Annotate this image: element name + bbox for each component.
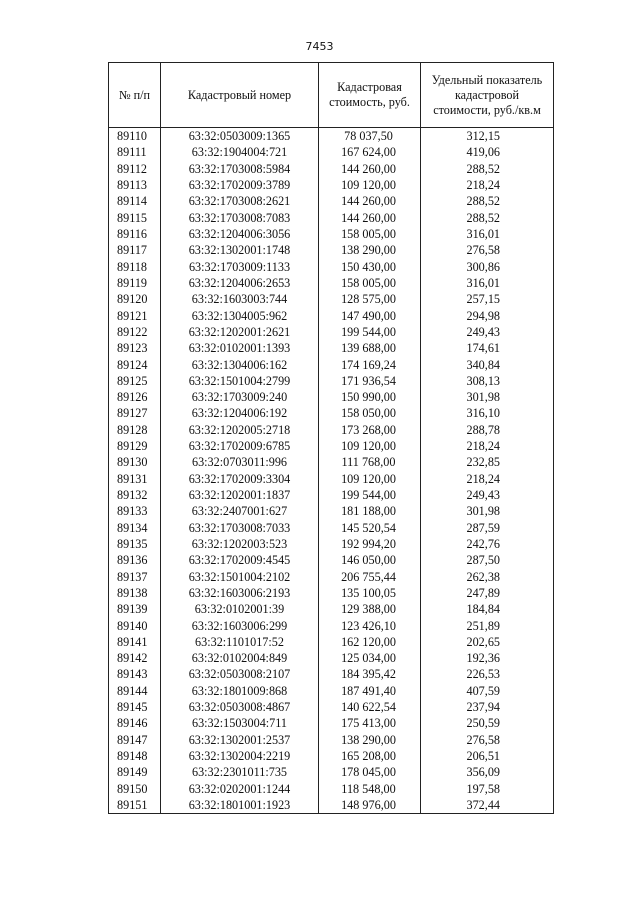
cadastral-number-cell: 63:32:1302004:2219 [161,748,319,764]
row-number-cell: 89110 [109,128,161,145]
specific-value-cell: 174,61 [421,340,554,356]
header-specific-value: Удельный показатель кадастровой стоимости, руб./кв.м [421,63,554,128]
cadastral-number-cell: 63:32:1702009:4545 [161,552,319,568]
cadastral-value-cell: 128 575,00 [319,291,421,307]
cadastral-value-cell: 144 260,00 [319,210,421,226]
row-number-cell: 89117 [109,242,161,258]
row-number-cell: 89146 [109,715,161,731]
table-row [109,307,554,323]
table-row [109,161,554,177]
cadastral-value-cell: 148 976,00 [319,797,421,814]
cadastral-number-cell: 63:32:1204006:3056 [161,226,319,242]
table-row [109,650,554,666]
specific-value-cell: 301,98 [421,389,554,405]
table-row [109,356,554,372]
table-row [109,781,554,797]
cadastral-number-cell: 63:32:1904004:721 [161,144,319,160]
cadastral-number-cell: 63:32:0202001:1244 [161,781,319,797]
row-number-cell: 89135 [109,536,161,552]
cadastral-number-cell: 63:32:2301011:735 [161,764,319,780]
table-row [109,601,554,617]
specific-value-cell: 276,58 [421,732,554,748]
table-row [109,226,554,242]
table-row [109,471,554,487]
specific-value-cell: 312,15 [421,128,554,145]
specific-value-cell: 419,06 [421,144,554,160]
cadastral-value-cell: 184 395,42 [319,666,421,682]
cadastral-number-cell: 63:32:1101017:52 [161,634,319,650]
cadastral-value-cell: 162 120,00 [319,634,421,650]
specific-value-cell: 276,58 [421,242,554,258]
cadastral-number-cell: 63:32:1801001:1923 [161,797,319,814]
specific-value-cell: 218,24 [421,438,554,454]
row-number-cell: 89141 [109,634,161,650]
cadastral-value-cell: 146 050,00 [319,552,421,568]
table-row [109,275,554,291]
specific-value-cell: 247,89 [421,585,554,601]
cadastral-number-cell: 63:32:0703011:996 [161,454,319,470]
specific-value-cell: 316,01 [421,275,554,291]
table-row [109,503,554,519]
header-cadastral-number: Кадастровый номер [161,63,319,128]
table-row [109,259,554,275]
cadastral-value-cell: 109 120,00 [319,471,421,487]
table-row [109,699,554,715]
cadastral-number-cell: 63:32:1702009:6785 [161,438,319,454]
table-row [109,128,554,145]
cadastral-number-cell: 63:32:1302001:1748 [161,242,319,258]
table-row [109,487,554,503]
specific-value-cell: 294,98 [421,307,554,323]
row-number-cell: 89144 [109,683,161,699]
table-row [109,536,554,552]
header-cadastral-value: Кадастровая стоимость, руб. [319,63,421,128]
row-number-cell: 89137 [109,568,161,584]
specific-value-cell: 257,15 [421,291,554,307]
cadastral-number-cell: 63:32:0102004:849 [161,650,319,666]
specific-value-cell: 218,24 [421,177,554,193]
specific-value-cell: 287,59 [421,520,554,536]
cadastral-number-cell: 63:32:1703008:7083 [161,210,319,226]
cadastral-number-cell: 63:32:1702009:3789 [161,177,319,193]
cadastral-number-cell: 63:32:1501004:2799 [161,373,319,389]
table-row [109,144,554,160]
cadastral-value-cell: 144 260,00 [319,161,421,177]
cadastral-number-cell: 63:32:1503004:711 [161,715,319,731]
specific-value-cell: 262,38 [421,568,554,584]
cadastral-value-cell: 167 624,00 [319,144,421,160]
specific-value-cell: 356,09 [421,764,554,780]
cadastral-value-cell: 129 388,00 [319,601,421,617]
table-row [109,683,554,699]
cadastral-value-cell: 150 430,00 [319,259,421,275]
row-number-cell: 89116 [109,226,161,242]
cadastral-number-cell: 63:32:1202005:2718 [161,422,319,438]
specific-value-cell: 202,65 [421,634,554,650]
specific-value-cell: 288,52 [421,210,554,226]
cadastral-number-cell: 63:32:1202001:2621 [161,324,319,340]
specific-value-cell: 237,94 [421,699,554,715]
cadastral-value-cell: 144 260,00 [319,193,421,209]
table-row [109,797,554,814]
row-number-cell: 89115 [109,210,161,226]
row-number-cell: 89132 [109,487,161,503]
row-number-cell: 89121 [109,307,161,323]
specific-value-cell: 197,58 [421,781,554,797]
row-number-cell: 89119 [109,275,161,291]
row-number-cell: 89128 [109,422,161,438]
cadastral-value-cell: 138 290,00 [319,242,421,258]
table-row [109,715,554,731]
cadastral-number-cell: 63:32:1603006:299 [161,617,319,633]
table-row [109,520,554,536]
row-number-cell: 89149 [109,764,161,780]
specific-value-cell: 232,85 [421,454,554,470]
specific-value-cell: 288,52 [421,193,554,209]
row-number-cell: 89131 [109,471,161,487]
cadastral-value-table [108,62,554,814]
cadastral-value-cell: 158 050,00 [319,405,421,421]
row-number-cell: 89147 [109,732,161,748]
cadastral-number-cell: 63:32:0503008:4867 [161,699,319,715]
table-row [109,438,554,454]
cadastral-number-cell: 63:32:1204006:192 [161,405,319,421]
cadastral-value-cell: 109 120,00 [319,177,421,193]
specific-value-cell: 300,86 [421,259,554,275]
specific-value-cell: 249,43 [421,487,554,503]
row-number-cell: 89127 [109,405,161,421]
cadastral-value-cell: 135 100,05 [319,585,421,601]
cadastral-number-cell: 63:32:0102001:1393 [161,340,319,356]
cadastral-number-cell: 63:32:1304005:962 [161,307,319,323]
cadastral-value-cell: 199 544,00 [319,324,421,340]
cadastral-value-cell: 123 426,10 [319,617,421,633]
table-row [109,405,554,421]
cadastral-value-cell: 150 990,00 [319,389,421,405]
row-number-cell: 89145 [109,699,161,715]
table-row [109,324,554,340]
table-header-row [109,63,554,128]
cadastral-number-cell: 63:32:1304006:162 [161,356,319,372]
cadastral-value-cell: 178 045,00 [319,764,421,780]
row-number-cell: 89112 [109,161,161,177]
table-row [109,552,554,568]
cadastral-number-cell: 63:32:1202003:523 [161,536,319,552]
row-number-cell: 89124 [109,356,161,372]
row-number-cell: 89143 [109,666,161,682]
table-row [109,748,554,764]
table-row [109,568,554,584]
table-row [109,764,554,780]
table-row [109,193,554,209]
cadastral-number-cell: 63:32:1501004:2102 [161,568,319,584]
row-number-cell: 89133 [109,503,161,519]
specific-value-cell: 250,59 [421,715,554,731]
table-row [109,291,554,307]
specific-value-cell: 251,89 [421,617,554,633]
cadastral-value-cell: 158 005,00 [319,226,421,242]
specific-value-cell: 192,36 [421,650,554,666]
cadastral-value-cell: 147 490,00 [319,307,421,323]
row-number-cell: 89118 [109,259,161,275]
cadastral-value-cell: 181 188,00 [319,503,421,519]
table-row [109,373,554,389]
specific-value-cell: 288,52 [421,161,554,177]
cadastral-value-cell: 140 622,54 [319,699,421,715]
cadastral-value-cell: 158 005,00 [319,275,421,291]
row-number-cell: 89129 [109,438,161,454]
specific-value-cell: 184,84 [421,601,554,617]
cadastral-number-cell: 63:32:0503008:2107 [161,666,319,682]
row-number-cell: 89126 [109,389,161,405]
specific-value-cell: 249,43 [421,324,554,340]
cadastral-number-cell: 63:32:1703009:1133 [161,259,319,275]
cadastral-number-cell: 63:32:1702009:3304 [161,471,319,487]
cadastral-number-cell: 63:32:1603003:744 [161,291,319,307]
row-number-cell: 89130 [109,454,161,470]
specific-value-cell: 242,76 [421,536,554,552]
cadastral-value-cell: 199 544,00 [319,487,421,503]
row-number-cell: 89151 [109,797,161,814]
table-body [109,128,554,814]
cadastral-number-cell: 63:32:1204006:2653 [161,275,319,291]
row-number-cell: 89122 [109,324,161,340]
cadastral-value-cell: 145 520,54 [319,520,421,536]
cadastral-value-cell: 109 120,00 [319,438,421,454]
table-row [109,422,554,438]
row-number-cell: 89134 [109,520,161,536]
cadastral-value-cell: 138 290,00 [319,732,421,748]
cadastral-value-cell: 78 037,50 [319,128,421,145]
cadastral-number-cell: 63:32:1302001:2537 [161,732,319,748]
row-number-cell: 89150 [109,781,161,797]
table-row [109,454,554,470]
specific-value-cell: 301,98 [421,503,554,519]
table-row [109,732,554,748]
table-row [109,666,554,682]
table-row [109,634,554,650]
cadastral-value-cell: 118 548,00 [319,781,421,797]
cadastral-value-cell: 192 994,20 [319,536,421,552]
specific-value-cell: 407,59 [421,683,554,699]
specific-value-cell: 316,01 [421,226,554,242]
specific-value-cell: 226,53 [421,666,554,682]
cadastral-value-cell: 174 169,24 [319,356,421,372]
cadastral-value-cell: 175 413,00 [319,715,421,731]
cadastral-number-cell: 63:32:2407001:627 [161,503,319,519]
cadastral-value-cell: 173 268,00 [319,422,421,438]
table-row [109,389,554,405]
cadastral-value-cell: 111 768,00 [319,454,421,470]
cadastral-number-cell: 63:32:1703009:240 [161,389,319,405]
row-number-cell: 89123 [109,340,161,356]
row-number-cell: 89113 [109,177,161,193]
specific-value-cell: 316,10 [421,405,554,421]
specific-value-cell: 372,44 [421,797,554,814]
row-number-cell: 89138 [109,585,161,601]
specific-value-cell: 288,78 [421,422,554,438]
row-number-cell: 89139 [109,601,161,617]
specific-value-cell: 287,50 [421,552,554,568]
cadastral-number-cell: 63:32:1703008:2621 [161,193,319,209]
cadastral-value-cell: 125 034,00 [319,650,421,666]
cadastral-number-cell: 63:32:1603006:2193 [161,585,319,601]
row-number-cell: 89142 [109,650,161,666]
table-row [109,617,554,633]
table-row [109,585,554,601]
specific-value-cell: 218,24 [421,471,554,487]
cadastral-value-cell: 139 688,00 [319,340,421,356]
row-number-cell: 89148 [109,748,161,764]
cadastral-number-cell: 63:32:1703008:5984 [161,161,319,177]
row-number-cell: 89111 [109,144,161,160]
row-number-cell: 89120 [109,291,161,307]
cadastral-number-cell: 63:32:0503009:1365 [161,128,319,145]
header-row-number: № п/п [109,63,161,128]
cadastral-value-cell: 206 755,44 [319,568,421,584]
row-number-cell: 89136 [109,552,161,568]
row-number-cell: 89140 [109,617,161,633]
page-number: 7453 [305,40,334,53]
table-row [109,340,554,356]
table-row [109,177,554,193]
row-number-cell: 89125 [109,373,161,389]
cadastral-value-cell: 171 936,54 [319,373,421,389]
table-row [109,210,554,226]
cadastral-value-cell: 165 208,00 [319,748,421,764]
table-row [109,242,554,258]
cadastral-number-cell: 63:32:0102001:39 [161,601,319,617]
specific-value-cell: 206,51 [421,748,554,764]
cadastral-number-cell: 63:32:1202001:1837 [161,487,319,503]
cadastral-number-cell: 63:32:1703008:7033 [161,520,319,536]
specific-value-cell: 308,13 [421,373,554,389]
cadastral-value-cell: 187 491,40 [319,683,421,699]
specific-value-cell: 340,84 [421,356,554,372]
cadastral-number-cell: 63:32:1801009:868 [161,683,319,699]
row-number-cell: 89114 [109,193,161,209]
